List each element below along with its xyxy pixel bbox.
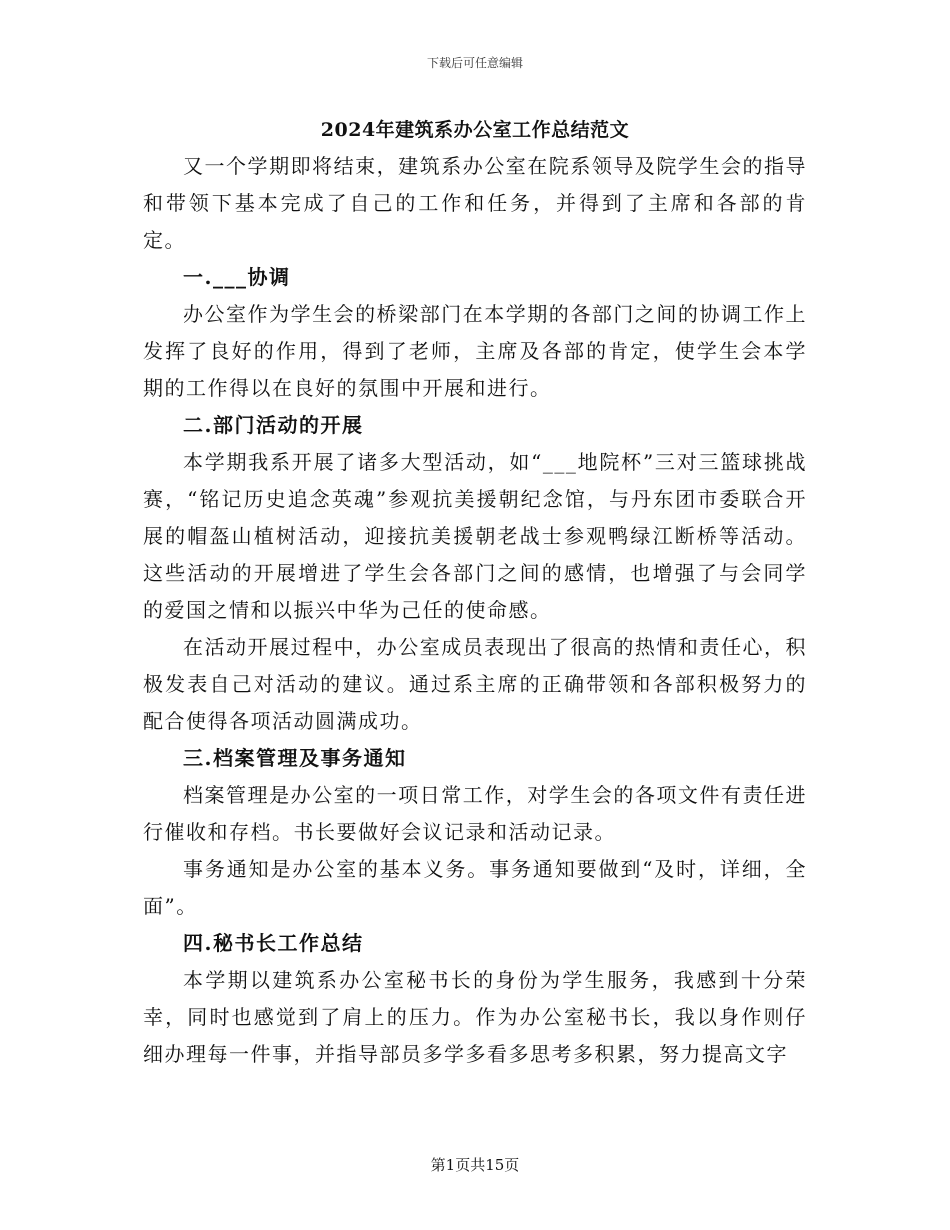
section-paragraph: 档案管理是办公室的一项日常工作，对学生会的各项文件有责任进行催收和存档。书长要做好会议记录和活动记录。 (143, 783, 807, 844)
section-paragraph: 事务通知是办公室的基本义务。事务通知要做到“及时，详细，全面”。 (143, 857, 807, 918)
page-number: 第1页共15页 (430, 1156, 520, 1174)
section-paragraph: 办公室作为学生会的桥梁部门在本学期的各部门之间的协调工作上发挥了良好的作用，得到了老师，主席及各部的肯定，使学生会本学期的工作得以在良好的氛围中开展和进行。 (143, 302, 807, 400)
section-heading: 三.档案管理及事务通知 (183, 746, 407, 770)
intro-paragraph: 又一个学期即将结束，建筑系办公室在院系领导及院学生会的指导和带领下基本完成了自己的工作和任务，并得到了主席和各部的肯定。 (143, 154, 807, 252)
section-paragraph: 本学期以建筑系办公室秘书长的身份为学生服务，我感到十分荣幸，同时也感觉到了肩上的压力。作为办公室秘书长，我以身作则仔细办理每一件事，并指导部员多学多看多思考多积累，努力提高文字 (143, 968, 807, 1066)
header-note: 下载后可任意编辑 (426, 56, 523, 70)
section-secretary-summary (143, 925, 807, 1073)
section-coordination (143, 259, 807, 407)
section-archives (143, 740, 807, 925)
document-body (143, 112, 807, 1073)
section-heading: 二.部门活动的开展 (183, 413, 364, 437)
section-paragraph: 本学期我系开展了诸多大型活动，如“___地院杯”三对三篮球挑战赛，“铭记历史追念英魂”参观抗美援朝纪念馆，与丹东团市委联合开展的帽盔山植树活动，迎接抗美援朝老战士参观鸭绿江断桥等活动。这些活动的开展增进了学生会各部门之间的感情，也增强了与会同学的爱国之情和以振兴中华为己任的使命感。 (143, 450, 807, 622)
section-activities (143, 407, 807, 740)
section-heading: 一.___协调 (183, 265, 291, 289)
section-paragraph: 在活动开展过程中，办公室成员表现出了很高的热情和责任心，积极发表自己对活动的建议。通过系主席的正确带领和各部积极努力的配合使得各项活动圆满成功。 (143, 635, 807, 733)
document-title: 2024年建筑系办公室工作总结范文 (320, 119, 630, 141)
section-heading: 四.秘书长工作总结 (183, 931, 364, 955)
